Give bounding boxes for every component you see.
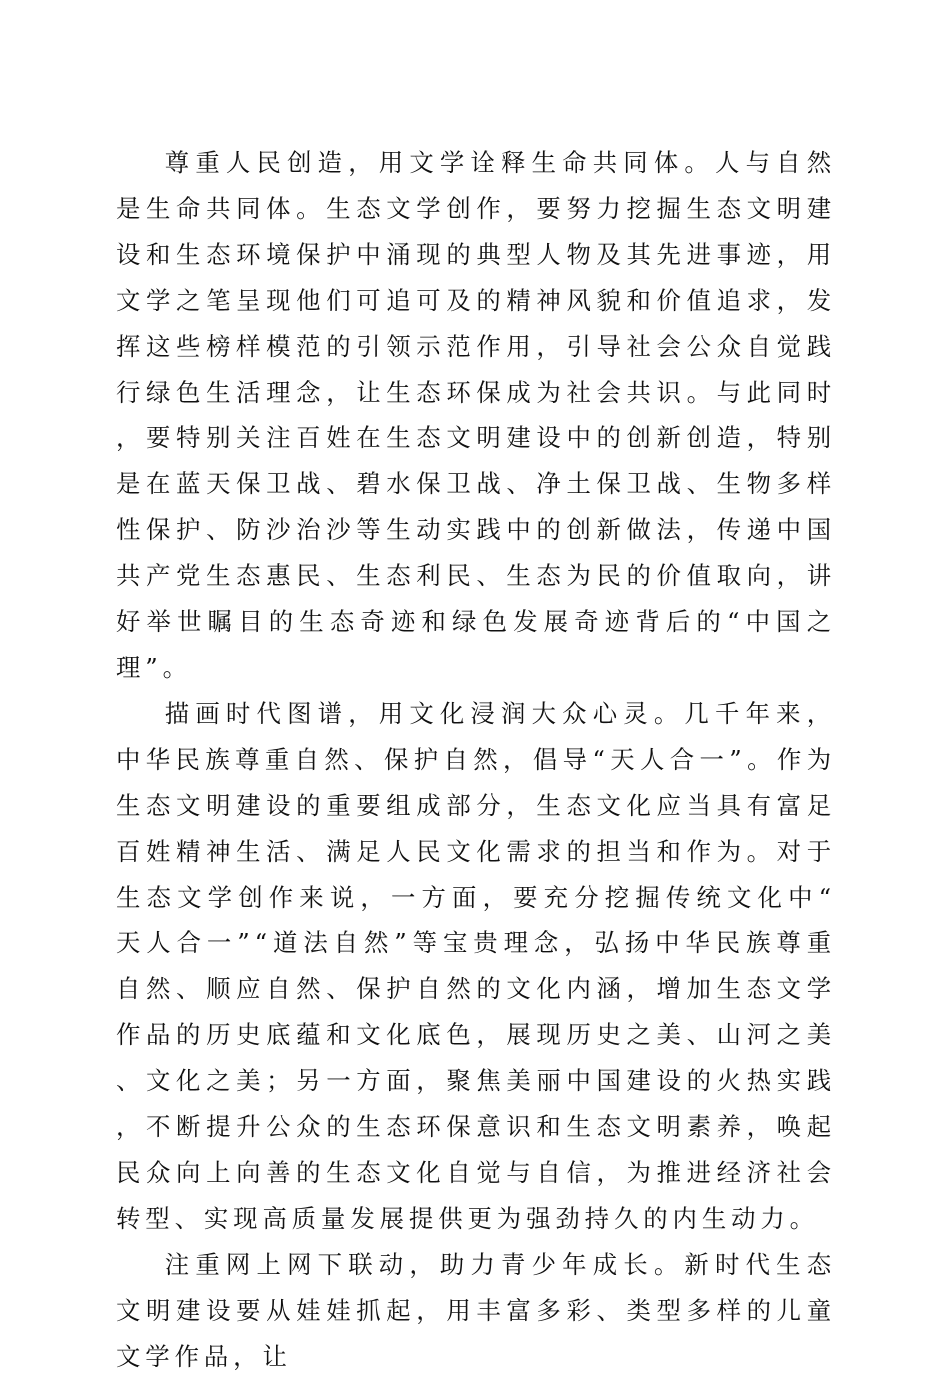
paragraph-1: 尊重人民创造，用文学诠释生命共同体。人与自然是生命共同体。生态文学创作，要努力挖掘生态文明建设和生态环境保护中涌现的典型人物及其先进事迹，用文学之笔呈现他们可追可及的精神风貌和价值追求，发挥这些榜样模范的引领示范作用，引导社会公众自觉践行绿色生活理念，让生态环保成为社会共识。与此同时，要特别关注百姓在生态文明建设中的创新创造，特别是在蓝天保卫战、碧水保卫战、净土保卫战、生物多样性保护、防沙治沙等生动实践中的创新做法，传递中国共产党生态惠民、生态利民、生态为民的价值取向，讲好举世瞩目的生态奇迹和绿色发展奇迹背后的“中国之理”。 [116,148,836,682]
document-body [116,140,836,1379]
paragraph-2: 描画时代图谱，用文化浸润大众心灵。几千年来，中华民族尊重自然、保护自然，倡导“天人合一”。作为生态文明建设的重要组成部分，生态文化应当具有富足百姓精神生活、满足人民文化需求的担当和作为。对于生态文学创作来说，一方面，要充分挖掘传统文化中“天人合一”“道法自然”等宝贵理念，弘扬中华民族尊重自然、顺应自然、保护自然的文化内涵，增加生态文学作品的历史底蕴和文化底色，展现历史之美、山河之美、文化之美；另一方面，聚焦美丽中国建设的火热实践，不断提升公众的生态环保意识和生态文明素养，唤起民众向上向善的生态文化自觉与自信，为推进经济社会转型、实现高质量发展提供更为强劲持久的内生动力。 [116,698,836,1233]
paragraph-3: 注重网上网下联动，助力青少年成长。新时代生态文明建设要从娃娃抓起，用丰富多彩、类型多样的儿童文学作品，让 [116,1249,836,1371]
